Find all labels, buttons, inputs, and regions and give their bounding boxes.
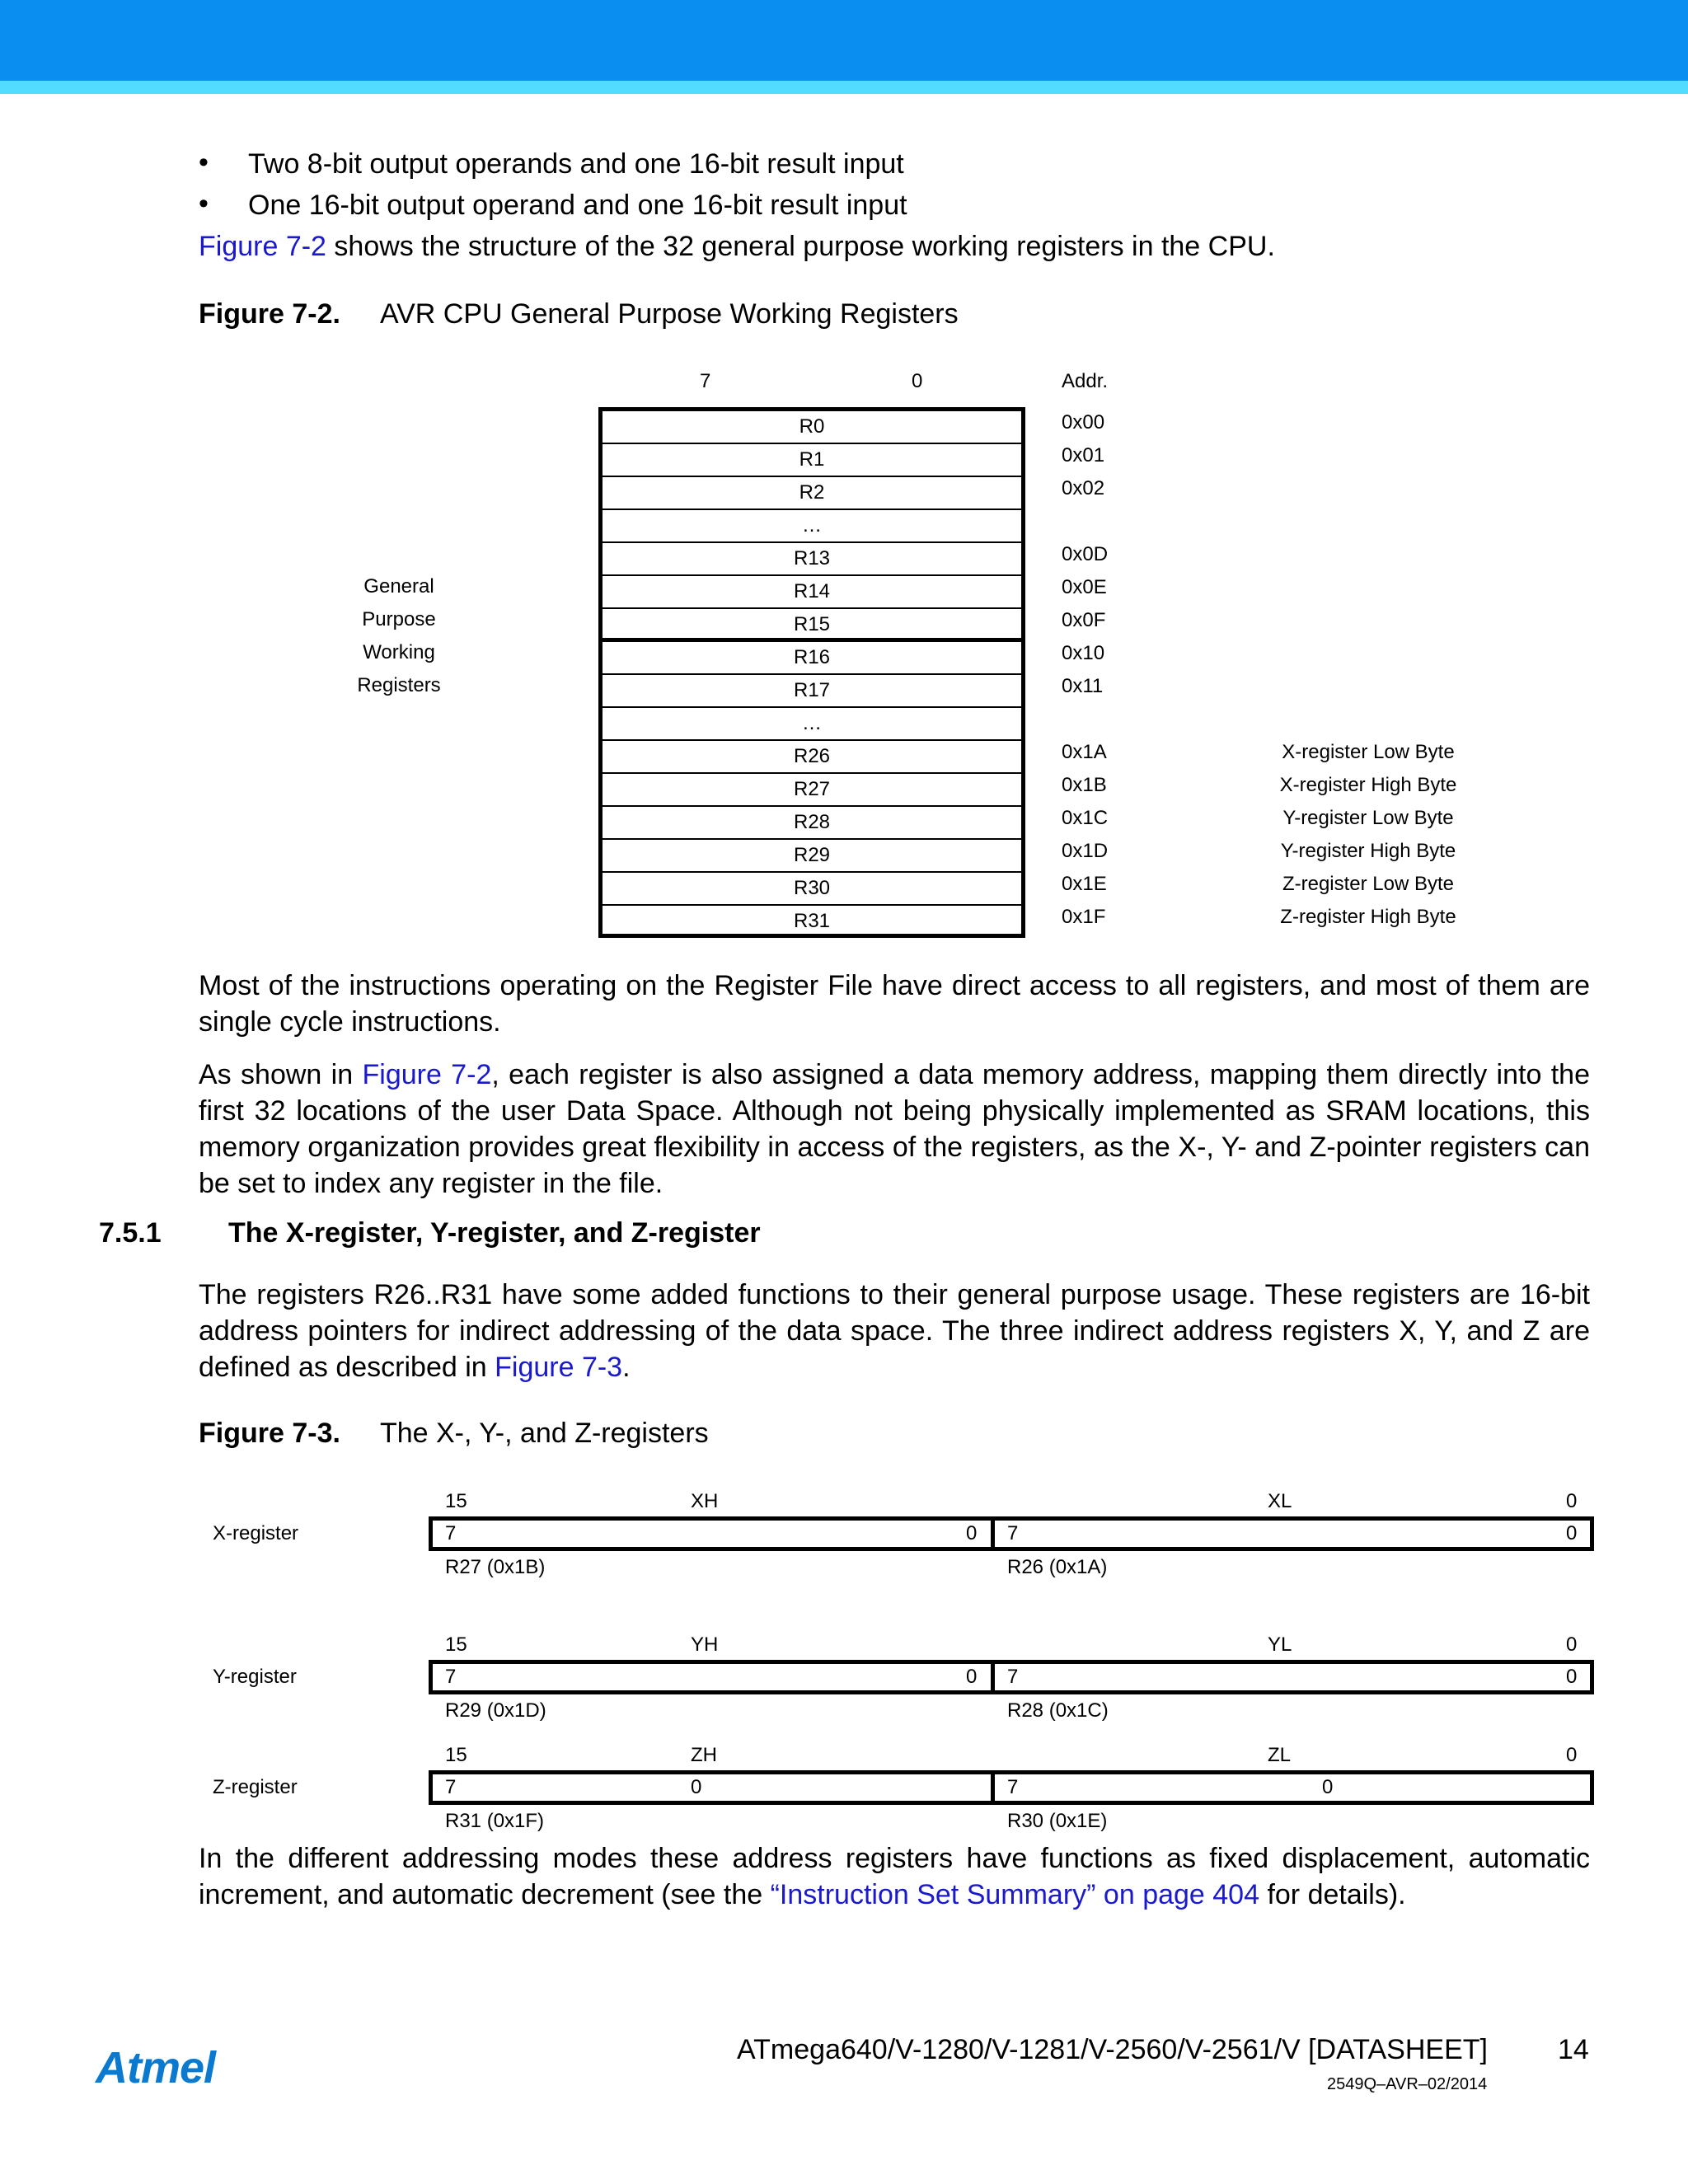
header-stripe — [0, 81, 1688, 94]
y-low-register: R28 (0x1C) — [1007, 1699, 1109, 1722]
bit-0-label: 0 — [1566, 1490, 1578, 1512]
lo-bit-0: 0 — [1322, 1776, 1334, 1798]
register-row: … — [603, 708, 1021, 741]
register-row: R16 — [603, 642, 1021, 675]
y-register-label: Y-register — [213, 1666, 297, 1688]
register-address: 0x1F — [1062, 906, 1106, 928]
text-span: . — [622, 1352, 631, 1383]
x-low-register: R26 (0x1A) — [1007, 1556, 1108, 1578]
register-address: 0x0D — [1062, 543, 1109, 565]
text-span: for details). — [1259, 1879, 1406, 1910]
bit-high-label: 7 — [700, 370, 711, 392]
register-row: R17 — [603, 675, 1021, 708]
paragraph-memory-mapping — [199, 1057, 1590, 1202]
hi-bit-7: 7 — [445, 1522, 457, 1544]
register-row: R27 — [603, 774, 1021, 807]
register-note: Y-register Low Byte — [1282, 807, 1454, 829]
yh-label: YH — [691, 1633, 719, 1656]
bullet-marker: • — [199, 188, 209, 219]
y-high-register: R29 (0x1D) — [445, 1699, 546, 1722]
hi-bit-0: 0 — [966, 1522, 978, 1544]
byte-divider — [991, 1521, 995, 1547]
figure-7-3-link[interactable]: Figure 7-3 — [495, 1352, 623, 1383]
zh-label: ZH — [691, 1744, 717, 1766]
figure-label: Figure 7-2. — [199, 298, 340, 330]
section-number: 7.5.1 — [99, 1217, 162, 1249]
intro-text: shows the structure of the 32 general purpose working registers in the CPU. — [326, 231, 1275, 262]
hi-bit-0: 0 — [691, 1776, 702, 1798]
register-row: R15 — [603, 609, 1021, 642]
bit-low-label: 0 — [912, 370, 923, 392]
zl-label: ZL — [1268, 1744, 1292, 1766]
hi-bit-7: 7 — [445, 1776, 457, 1798]
side-label: Working — [363, 641, 435, 663]
figure-7-2-link[interactable]: Figure 7-2 — [362, 1059, 492, 1090]
side-label: Registers — [357, 674, 441, 696]
lo-bit-7: 7 — [1007, 1522, 1019, 1544]
paragraph-register-access: Most of the instructions operating on the Register File have direct access to all registers, and most of them are single cycle instructions. — [199, 970, 1590, 1038]
bit-15-label: 15 — [445, 1633, 467, 1656]
bit-0-label: 0 — [1566, 1744, 1578, 1766]
register-file-table — [598, 407, 1025, 938]
footer-doc-code: 2549Q–AVR–02/2014 — [1327, 2075, 1488, 2093]
register-address: 0x1B — [1062, 774, 1107, 796]
register-row: R31 — [793, 910, 831, 932]
bullet-marker: • — [199, 147, 209, 178]
footer-doc-title: ATmega640/V-1280/V-1281/V-2560/V-2561/V [DATASHEET] — [737, 2034, 1488, 2065]
yl-label: YL — [1268, 1633, 1292, 1656]
intro-paragraph — [199, 228, 1275, 265]
lo-bit-7: 7 — [1007, 1666, 1019, 1688]
hi-bit-7: 7 — [445, 1666, 457, 1688]
register-note: Z-register Low Byte — [1282, 873, 1455, 895]
figure-title: AVR CPU General Purpose Working Registers — [379, 298, 959, 330]
z-high-register: R31 (0x1F) — [445, 1810, 545, 1832]
lo-bit-0: 0 — [1566, 1522, 1578, 1544]
register-address: 0x02 — [1062, 477, 1105, 499]
bit-0-label: 0 — [1566, 1633, 1578, 1656]
register-address: 0x01 — [1062, 444, 1105, 466]
register-row: … — [603, 510, 1021, 543]
bullet-item: Two 8-bit output operands and one 16-bit result input — [248, 148, 904, 180]
xl-label: XL — [1268, 1490, 1292, 1512]
bit-15-label: 15 — [445, 1744, 467, 1766]
addr-header: Addr. — [1062, 370, 1109, 392]
register-note: Y-register High Byte — [1280, 840, 1456, 862]
register-address: 0x00 — [1062, 411, 1105, 434]
x-register-label: X-register — [213, 1522, 299, 1544]
register-address: 0x1C — [1062, 807, 1109, 829]
register-note: X-register Low Byte — [1282, 741, 1455, 763]
byte-divider — [991, 1774, 995, 1801]
register-address: 0x0E — [1062, 576, 1107, 598]
register-row: R29 — [603, 840, 1021, 873]
register-row: R1 — [603, 444, 1021, 477]
bullet-item: One 16-bit output operand and one 16-bit result input — [248, 190, 907, 221]
figure-title: The X-, Y-, and Z-registers — [379, 1418, 709, 1449]
register-row: R0 — [603, 411, 1021, 444]
register-address: 0x11 — [1062, 675, 1104, 697]
register-address: 0x0F — [1062, 609, 1106, 631]
text-span: The registers R26..R31 have some added functions to their general purpose usage. These registers are 16-bit address pointers for indirect addressing of the data space. The three indirect address registers X, Y, and Z are defined as described in — [199, 1279, 1590, 1383]
register-row: R14 — [603, 576, 1021, 609]
z-low-register: R30 (0x1E) — [1007, 1810, 1108, 1832]
register-row: R13 — [603, 543, 1021, 576]
footer-page-number: 14 — [1558, 2034, 1589, 2065]
register-note: Z-register High Byte — [1280, 906, 1456, 928]
side-label: Purpose — [362, 608, 436, 630]
register-row: R28 — [603, 807, 1021, 840]
header-band — [0, 0, 1688, 81]
figure-label: Figure 7-3. — [199, 1418, 340, 1449]
atmel-logo: Atmel — [96, 2043, 216, 2093]
figure-7-2-caption — [199, 298, 959, 330]
byte-divider — [991, 1664, 995, 1690]
bit-15-label: 15 — [445, 1490, 467, 1512]
lo-bit-0: 0 — [1566, 1666, 1578, 1688]
x-high-register: R27 (0x1B) — [445, 1556, 546, 1578]
register-address: 0x1D — [1062, 840, 1109, 862]
lo-bit-7: 7 — [1007, 1776, 1019, 1798]
side-label: General — [363, 575, 434, 598]
z-register-label: Z-register — [213, 1776, 298, 1798]
paragraph-pointer-registers — [199, 1277, 1590, 1385]
text-span: As shown in — [199, 1059, 363, 1090]
register-address: 0x10 — [1062, 642, 1105, 664]
text-span: In the different addressing modes these address registers have functions as fixed displacement, automatic increment, and automatic decrement (see the — [199, 1843, 1590, 1910]
paragraph-addressing-modes — [199, 1840, 1590, 1913]
register-row: R26 — [603, 741, 1021, 774]
xh-label: XH — [691, 1490, 719, 1512]
register-address: 0x1A — [1062, 741, 1107, 763]
figure-7-3-caption — [199, 1418, 709, 1450]
figure-7-2-link[interactable]: Figure 7-2 — [199, 231, 326, 262]
text-span: , each register is also assigned a data memory address, mapping them directly into the first 32 locations of the user Data Space. Although not being physically implemented as SRAM locations, this memory organization provides great flexibility in access of the registers, as the X-, Y- and Z-pointer registers can be set to index any register in the file. — [199, 1059, 1590, 1199]
register-row: R30 — [603, 873, 1021, 906]
section-title: The X-register, Y-register, and Z-register — [228, 1217, 761, 1249]
hi-bit-0: 0 — [966, 1666, 978, 1688]
register-address: 0x1E — [1062, 873, 1107, 895]
register-note: X-register High Byte — [1279, 774, 1457, 796]
instruction-set-summary-link[interactable]: “Instruction Set Summary” on page 404 — [770, 1879, 1259, 1910]
register-row: R2 — [603, 477, 1021, 510]
